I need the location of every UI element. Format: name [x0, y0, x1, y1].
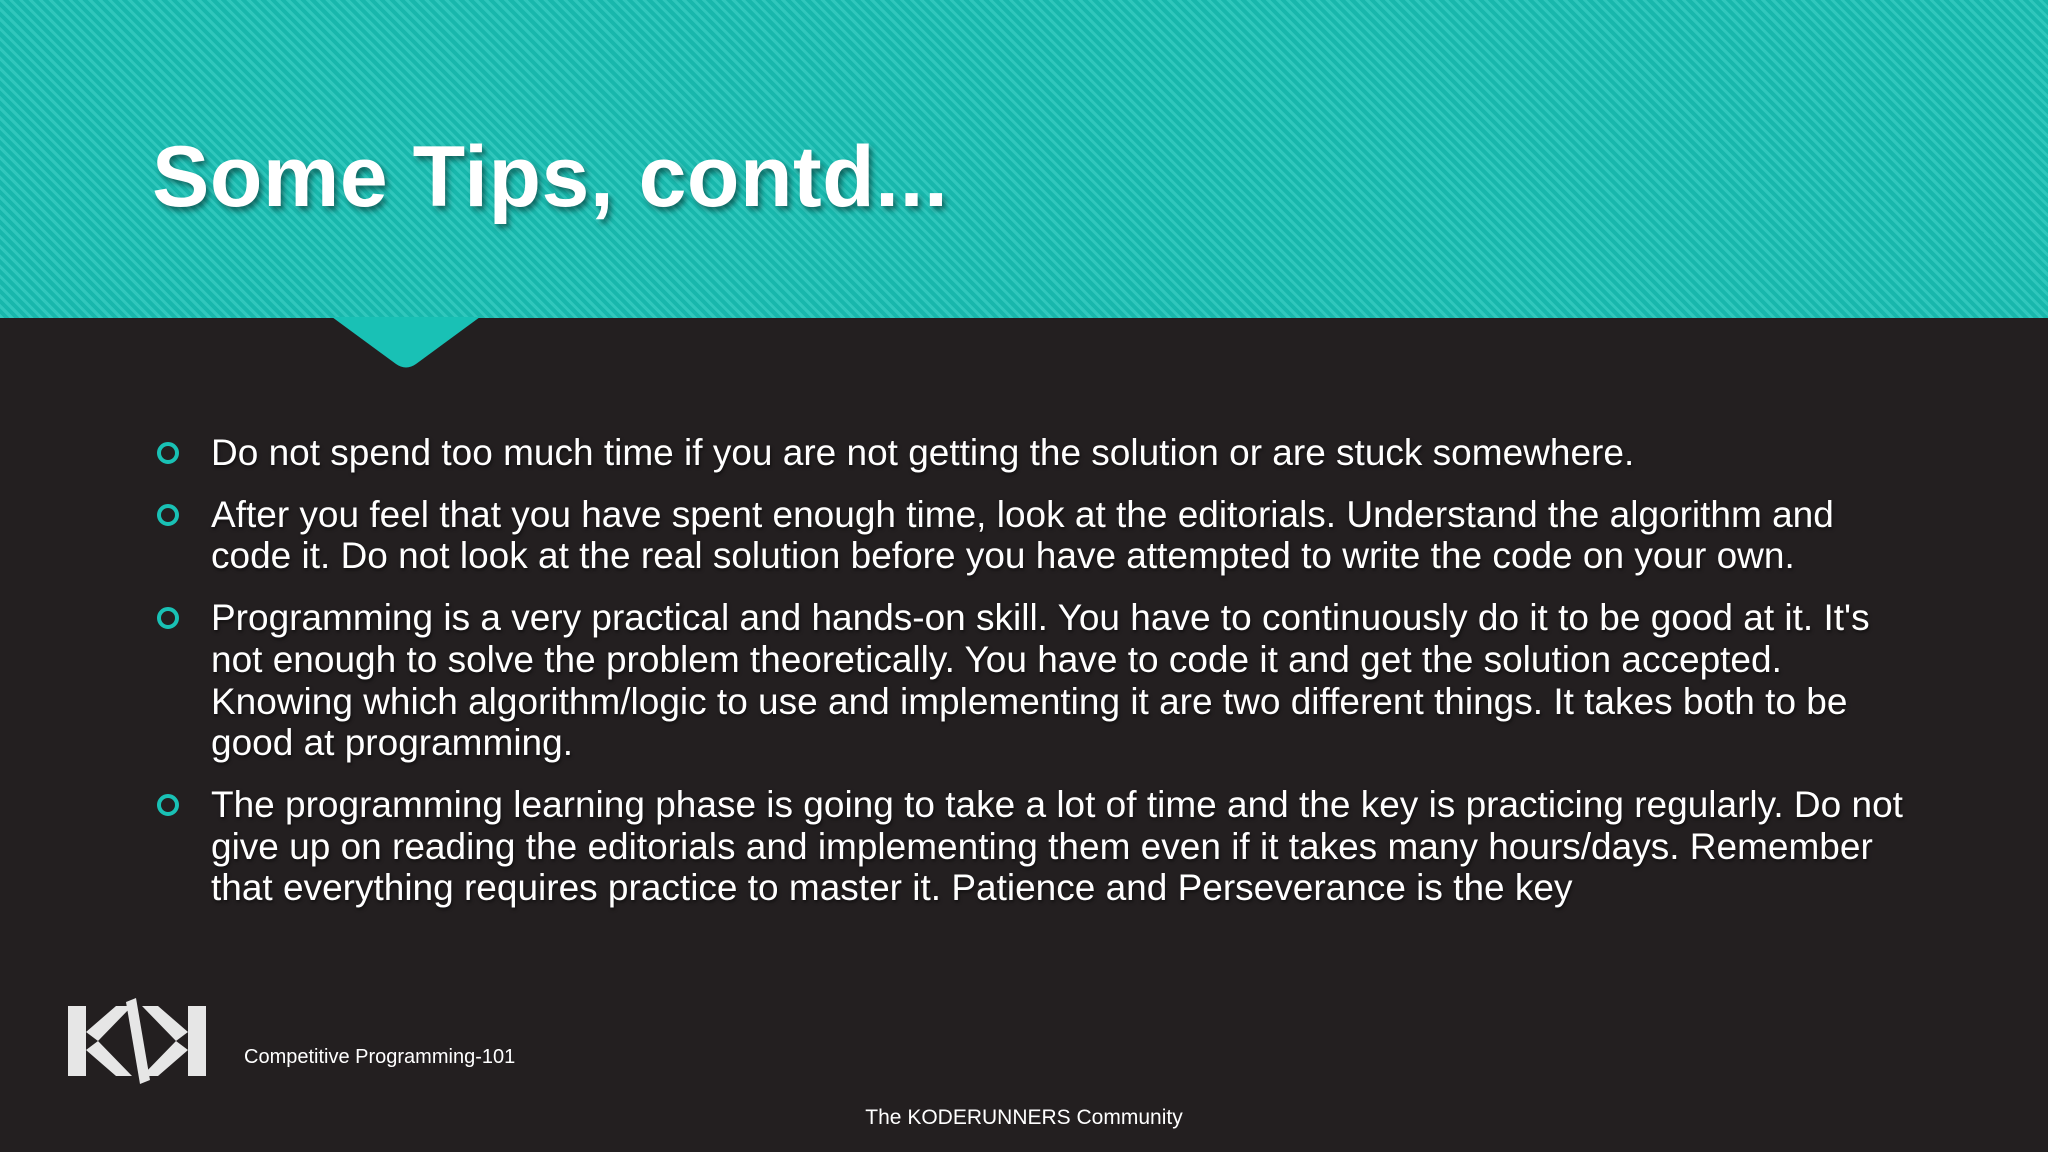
bullet-item: [150, 432, 1910, 474]
title-banner: [0, 0, 2048, 318]
hollow-circle-bullet-icon: [157, 794, 179, 816]
bullet-item: [150, 494, 1910, 577]
bullet-text: After you feel that you have spent enough time, look at the editorials. Understand the algorithm and code it. Do not look at the real solution before you have attempted to write the code on your own.: [211, 493, 1834, 577]
bullet-text: Programming is a very practical and hands-on skill. You have to continuously do it to be good at it. It's not enough to solve the problem theoretically. You have to code it and get the solution accepted. Knowing which algorithm/logic to use and implementing it are two different things. It takes both to be good at programming.: [211, 597, 1870, 764]
banner-notch: [332, 317, 480, 369]
bullet-list: [150, 432, 1910, 929]
hollow-circle-bullet-icon: [157, 504, 179, 526]
koderunners-logo-icon: [66, 998, 208, 1084]
community-label: The KODERUNNERS Community: [865, 1106, 1183, 1129]
bullet-item: [150, 597, 1910, 764]
course-label: Competitive Programming-101: [244, 1046, 516, 1068]
bullet-text: The programming learning phase is going to take a lot of time and the key is practicing regularly. Do not give up on reading the editorials and implementing them even if it takes many hours/days. Remember that everything requires practice to master it. Patience and Perseverance is the key: [211, 783, 1903, 909]
bullet-item: [150, 784, 1910, 909]
hollow-circle-bullet-icon: [157, 607, 179, 629]
hollow-circle-bullet-icon: [157, 442, 179, 464]
slide-title: Some Tips, contd...: [152, 129, 949, 225]
bullet-text: Do not spend too much time if you are not getting the solution or are stuck somewhere.: [211, 432, 1635, 473]
